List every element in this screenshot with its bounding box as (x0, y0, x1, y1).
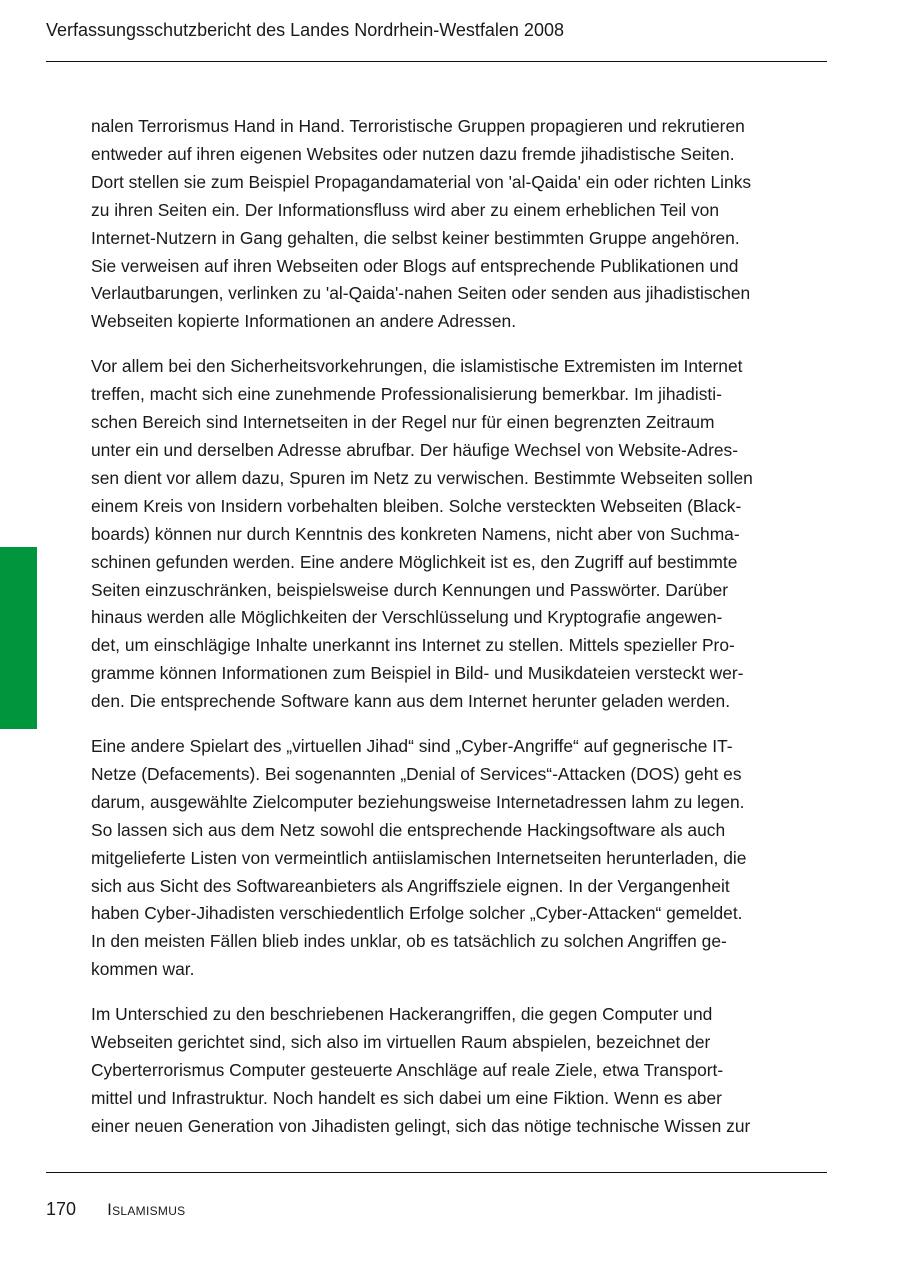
text-line: zu ihren Seiten ein. Der Informationsfluss wird aber zu einem erheblichen Teil von (91, 199, 719, 220)
text-line: kommen war. (91, 959, 195, 980)
text-line: Cyberterrorismus Computer gesteuerte Anschläge auf reale Ziele, etwa Transport- (91, 1060, 724, 1080)
text-line: haben Cyber-Jihadisten verschiedentlich Erfolge solcher „Cyber-Attacken“ gemeldet. (91, 903, 743, 924)
text-line: nalen Terrorismus Hand in Hand. Terroristische Gruppen propagieren und rekrutieren (91, 116, 745, 136)
paragraph (91, 733, 831, 984)
paragraph (91, 353, 831, 716)
chapter-color-tab (0, 547, 37, 729)
text-line: boards) können nur durch Kenntnis des konkreten Namens, nicht aber von Suchma- (91, 523, 740, 544)
text-line: Vor allem bei den Sicherheitsvorkehrungen, die islamistische Extremisten im Internet (91, 356, 743, 377)
text-line: darum, ausgewählte Zielcomputer beziehungsweise Internetadressen lahm zu legen. (91, 791, 745, 812)
text-line: In den meisten Fällen blieb indes unklar, ob es tatsächlich zu solchen Angriffen ge- (91, 931, 727, 952)
page-footer (46, 1197, 185, 1222)
text-line: Webseiten kopierte Informationen an andere Adressen. (91, 311, 517, 332)
text-line: Sie verweisen auf ihren Webseiten oder Blogs auf entsprechende Publikationen und (91, 255, 739, 276)
text-line: Internet-Nutzern in Gang gehalten, die selbst keiner bestimmten Gruppe angehören. (91, 227, 740, 248)
text-line: Verlautbarungen, verlinken zu 'al-Qaida'-nahen Seiten oder senden aus jihadistischen (91, 283, 751, 304)
text-line: treffen, macht sich eine zunehmende Professionalisierung bemerkbar. Im jihadisti- (91, 384, 722, 405)
text-line: sen dient vor allem dazu, Spuren im Netz zu verwischen. Bestimmte Webseiten sollen (91, 467, 753, 488)
text-line: Im Unterschied zu den beschriebenen Hackerangriffen, die gegen Computer und (91, 1004, 713, 1025)
text-line: mittel und Infrastruktur. Noch handelt es sich dabei um eine Fiktion. Wenn es aber (91, 1087, 722, 1108)
running-head-title: Verfassungsschutzbericht des Landes Nordrhein-Westfalen 2008 (46, 20, 564, 40)
section-name: Islamismus (107, 1200, 186, 1219)
footer-rule (46, 1172, 827, 1173)
text-line: gramme können Informationen zum Beispiel in Bild- und Musikdateien versteckt wer- (91, 663, 744, 684)
text-line: Dort stellen sie zum Beispiel Propagandamaterial von 'al-Qaida' ein oder richten Links (91, 171, 752, 192)
text-line: Seiten einzuschränken, beispielsweise durch Kennungen und Passwörter. Darüber (91, 579, 729, 600)
paragraph (91, 113, 831, 336)
body-text (91, 113, 831, 1158)
page-number: 170 (46, 1199, 77, 1219)
text-line: sich aus Sicht des Softwareanbieters als Angriffsziele eignen. In der Vergangenheit (91, 875, 730, 896)
text-line: So lassen sich aus dem Netz sowohl die entsprechende Hackingsoftware als auch (91, 819, 726, 840)
text-line: einer neuen Generation von Jihadisten gelingt, sich das nötige technische Wissen zur (91, 1115, 751, 1136)
text-line: mitgelieferte Listen von vermeintlich antiislamischen Internetseiten herunterladen, die (91, 847, 747, 868)
paragraph (91, 1001, 831, 1141)
text-line: det, um einschlägige Inhalte unerkannt ins Internet zu stellen. Mittels spezieller Pro- (91, 635, 735, 656)
text-line: den. Die entsprechende Software kann aus dem Internet herunter geladen werden. (91, 691, 731, 712)
text-line: Netze (Defacements). Bei sogenannten „Denial of Services“-Attacken (DOS) geht es (91, 763, 742, 784)
text-line: hinaus werden alle Möglichkeiten der Verschlüsselung und Kryptografie angewen- (91, 607, 723, 628)
text-line: unter ein und derselben Adresse abrufbar. Der häufige Wechsel von Website-Adres- (91, 439, 739, 460)
text-line: Eine andere Spielart des „virtuellen Jihad“ sind „Cyber-Angriffe“ auf gegnerische IT- (91, 736, 733, 757)
text-line: schinen gefunden werden. Eine andere Möglichkeit ist es, den Zugriff auf bestimmte (91, 551, 738, 572)
text-line: einem Kreis von Insidern vorbehalten bleiben. Solche versteckten Webseiten (Black- (91, 495, 742, 516)
text-line: Webseiten gerichtet sind, sich also im virtuellen Raum abspielen, bezeichnet der (91, 1032, 711, 1053)
header-rule (46, 61, 827, 62)
text-line: schen Bereich sind Internetseiten in der Regel nur für einen begrenzten Zeitraum (91, 412, 715, 433)
text-line: entweder auf ihren eigenen Websites oder nutzen dazu fremde jihadistische Seiten. (91, 143, 735, 164)
